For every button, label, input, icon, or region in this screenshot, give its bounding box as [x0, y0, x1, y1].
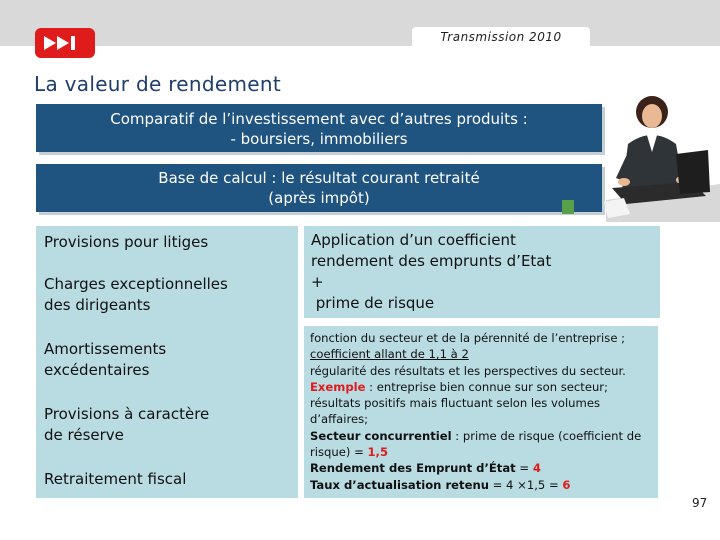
- list-item: de réserve: [44, 426, 124, 444]
- detail-line: [310, 460, 658, 476]
- exemple-label: Exemple: [310, 379, 366, 394]
- list-item: Charges exceptionnelles: [44, 275, 228, 293]
- woman-at-laptop-illustration: [602, 92, 720, 222]
- coefficient-line: +: [311, 273, 324, 291]
- detail-line: [310, 428, 658, 444]
- banner-line: - boursiers, immobiliers: [230, 130, 408, 148]
- rendement-value: 4: [532, 461, 541, 476]
- detail-text: = 4: [488, 477, 518, 492]
- detail-text: : entreprise bien connue sur son secteur;: [365, 379, 608, 394]
- detail-line: fonction du secteur et de la pérennité de l’entreprise ;: [310, 331, 626, 345]
- list-item: Provisions à caractère: [44, 405, 210, 423]
- banner-base-calcul: [36, 164, 602, 212]
- detail-line: [310, 444, 658, 460]
- coefficient-panel: [304, 226, 660, 318]
- rendement-label: Rendement des Emprunt d’État: [310, 461, 516, 476]
- taux-label: Taux d’actualisation retenu: [310, 477, 489, 492]
- banner-line: (après impôt): [268, 189, 370, 207]
- detail-line: coefficient allant de 1,1 à 2: [310, 347, 469, 362]
- detail-text: risque) =: [310, 445, 368, 460]
- page-number: 97: [692, 496, 708, 510]
- secteur-label: Secteur concurrentiel: [310, 428, 452, 443]
- detail-line: résultats positifs mais fluctuant selon les volumes: [310, 396, 601, 411]
- list-item: Amortissements: [44, 340, 167, 358]
- green-book-icon: [562, 200, 574, 214]
- list-item: des dirigeants: [44, 296, 151, 314]
- detail-line: d’affaires;: [310, 412, 369, 427]
- risk-coefficient-value: 1,5: [367, 445, 389, 460]
- coefficient-line: prime de risque: [311, 294, 435, 312]
- header-tab[interactable]: Transmission 2010: [412, 27, 590, 47]
- page-title: La valeur de rendement: [34, 72, 281, 96]
- detail-line: [310, 477, 658, 493]
- coefficient-line: Application d’un coefficient: [311, 231, 516, 249]
- list-item: excédentaires: [44, 361, 150, 379]
- fast-forward-logo: [35, 28, 95, 58]
- detail-text: : prime de risque (coefficient de: [451, 428, 642, 443]
- detail-text: ×1,5 =: [517, 477, 563, 492]
- prime-risque-panel: [304, 326, 658, 498]
- list-item: Retraitement fiscal: [44, 470, 187, 488]
- banner-line: Base de calcul : le résultat courant retraité: [158, 169, 480, 187]
- detail-line: [310, 379, 658, 395]
- retraitements-panel: [36, 226, 298, 498]
- header-bar: [0, 0, 720, 46]
- banner-line: Comparatif de l’investissement avec d’autres produits :: [110, 110, 528, 128]
- fast-forward-icon: [42, 34, 88, 52]
- coefficient-line: rendement des emprunts d’Etat: [311, 252, 552, 270]
- list-item: Provisions pour litiges: [44, 233, 209, 251]
- banner-comparatif: [36, 104, 602, 152]
- detail-line: régularité des résultats et les perspectives du secteur.: [310, 363, 626, 378]
- taux-value: 6: [562, 477, 571, 492]
- detail-text: =: [515, 461, 533, 476]
